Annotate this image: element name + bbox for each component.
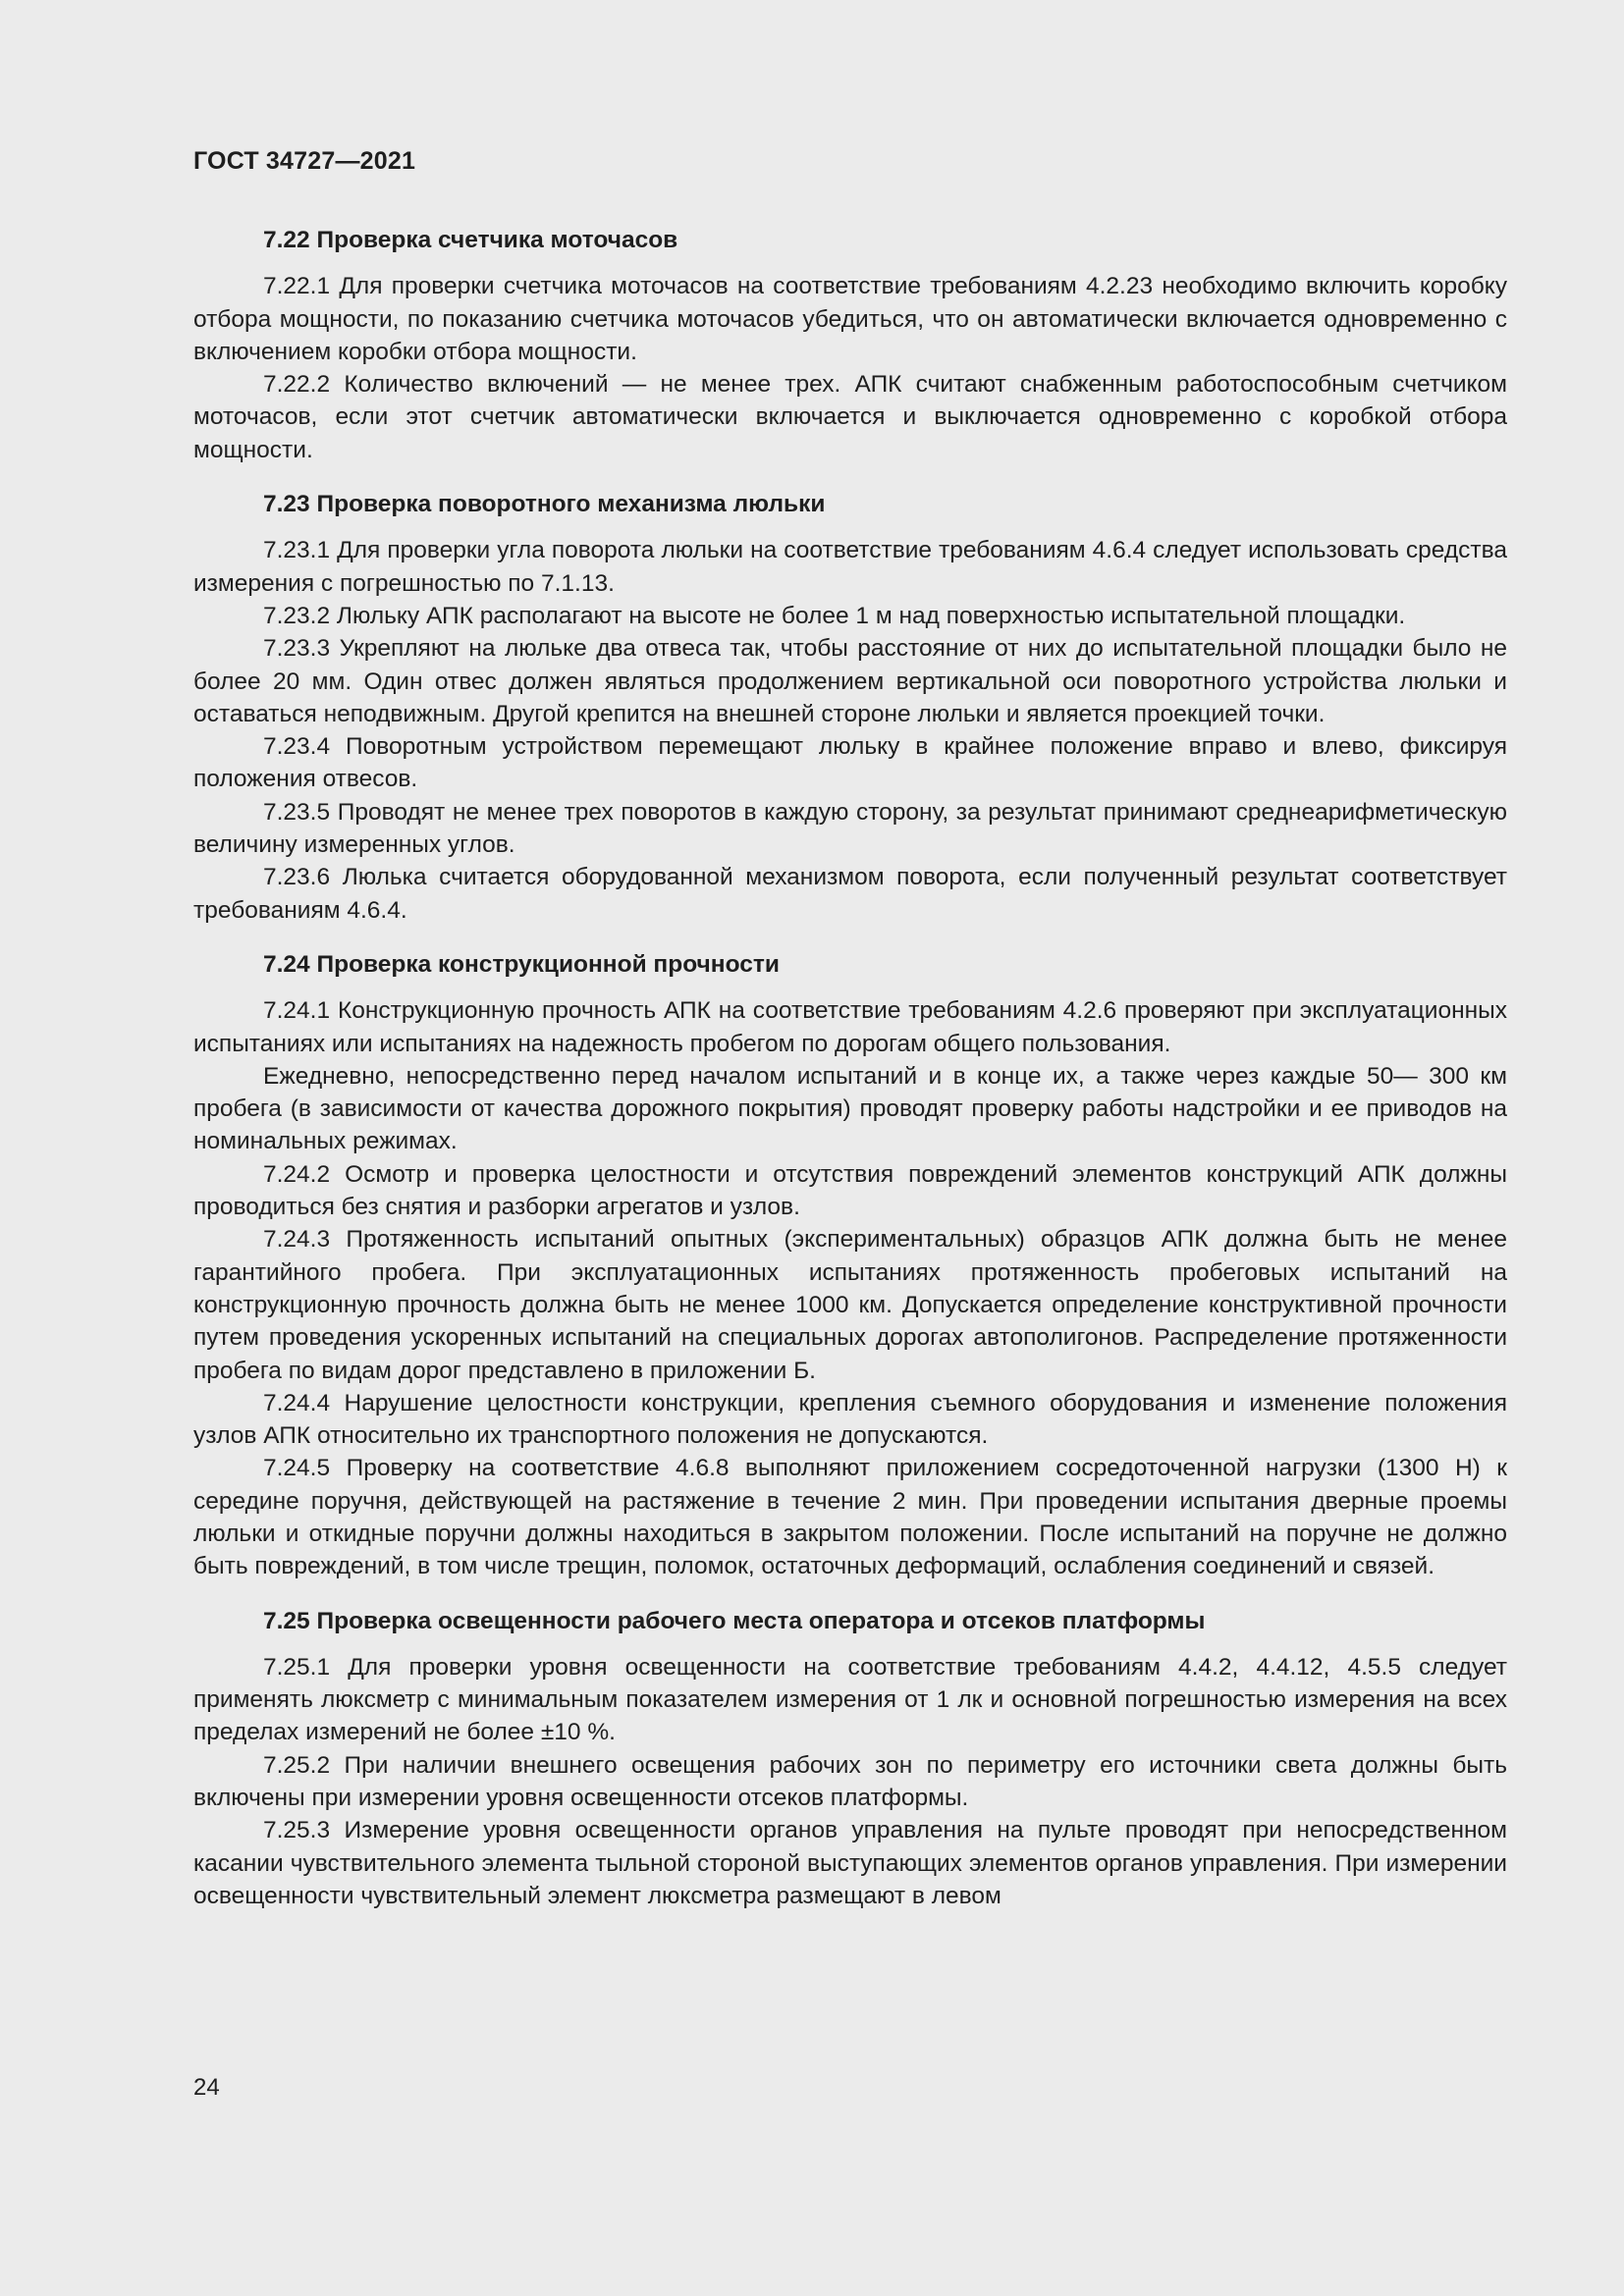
paragraph: 7.22.1 Для проверки счетчика моточасов на соответствие требованиям 4.2.23 необходимо включить коробку отбора мощности, по показанию счетчика моточасов убедиться, что он автоматически включается одновременно с включением коробки отбора мощности.	[193, 273, 1507, 365]
document-id: ГОСТ 34727—2021	[193, 147, 416, 175]
paragraph: 7.24.2 Осмотр и проверка целостности и отсутствия повреждений элементов конструкций АПК должны проводиться без снятия и разборки агрегатов и узлов.	[193, 1160, 1507, 1221]
section-7-22	[193, 224, 1507, 466]
paragraph: 7.23.4 Поворотным устройством перемещают люльку в крайнее положение вправо и влево, фиксируя положения отвесов.	[193, 733, 1507, 793]
paragraph: 7.24.1 Конструкционную прочность АПК на соответствие требованиям 4.2.6 проверяют при эксплуатационных испытаниях или испытаниях на надежность пробегом по дорогам общего пользования.	[193, 997, 1507, 1057]
document-body	[193, 224, 1507, 1934]
section-heading: 7.23 Проверка поворотного механизма люльки	[263, 491, 826, 518]
section-7-23	[193, 488, 1507, 927]
page-number: 24	[193, 2074, 220, 2101]
paragraph: 7.24.4 Нарушение целостности конструкции, крепления съемного оборудования и изменение положения узлов АПК относительно их транспортного положения не допускаются.	[193, 1389, 1507, 1450]
paragraph: 7.24.3 Протяженность испытаний опытных (экспериментальных) образцов АПК должна быть не менее гарантийного пробега. При эксплуатационных испытаниях протяженность пробеговых испытаний на конструкционную прочность должна быть не менее 1000 км. Допускается определение конструктивной прочности путем проведения ускоренных испытаний на специальных дорогах автополигонов. Распределение протяженности пробега по видам дорог представлено в приложении Б.	[193, 1226, 1507, 1384]
paragraph: 7.25.1 Для проверки уровня освещенности на соответствие требованиям 4.4.2, 4.4.12, 4.5.5 следует применять люксметр с минимальным показателем измерения от 1 лк и основной погрешностью измерения на всех пределах измерений не более ±10 %.	[193, 1653, 1507, 1746]
paragraph: Ежедневно, непосредственно перед началом испытаний и в конце их, а также через каждые 50— 300 км пробега (в зависимости от качества дорожного покрытия) проводят проверку работы надстройки и ее приводов на номинальных режимах.	[193, 1062, 1507, 1155]
paragraph: 7.22.2 Количество включений — не менее трех. АПК считают снабженным работоспособным счетчиком моточасов, если этот счетчик автоматически включается и выключается одновременно с коробкой отбора мощности.	[193, 371, 1507, 463]
section-heading: 7.25 Проверка освещенности рабочего места оператора и отсеков платформы	[263, 1607, 1206, 1634]
paragraph: 7.23.1 Для проверки угла поворота люльки на соответствие требованиям 4.6.4 следует использовать средства измерения с погрешностью по 7.1.13.	[193, 537, 1507, 597]
paragraph: 7.25.3 Измерение уровня освещенности органов управления на пульте проводят при непосредственном касании чувствительного элемента тыльной стороной выступающих элементов органов управления. При измерении освещенности чувствительный элемент люксметра размещают в левом	[193, 1817, 1507, 1909]
paragraph: 7.23.5 Проводят не менее трех поворотов в каждую сторону, за результат принимают среднеарифметическую величину измеренных углов.	[193, 798, 1507, 859]
section-heading: 7.24 Проверка конструкционной прочности	[263, 950, 780, 978]
paragraph: 7.24.5 Проверку на соответствие 4.6.8 выполняют приложением сосредоточенной нагрузки (1300 Н) к середине поручня, действующей на растяжение в течение 2 мин. При проведении испытания дверные проемы люльки и откидные поручни должны находиться в закрытом положении. После испытаний на поручне не должно быть повреждений, в том числе трещин, поломок, остаточных деформаций, ослабления соединений и связей.	[193, 1455, 1507, 1580]
paragraph: 7.23.3 Укрепляют на люльке два отвеса так, чтобы расстояние от них до испытательной площадки было не более 20 мм. Один отвес должен являться продолжением вертикальной оси поворотного устройства люльки и оставаться неподвижным. Другой крепится на внешней стороне люльки и является проекцией точки.	[193, 635, 1507, 727]
section-7-25	[193, 1605, 1507, 1913]
section-7-24	[193, 948, 1507, 1583]
paragraph: 7.23.2 Люльку АПК располагают на высоте не более 1 м над поверхностью испытательной площадки.	[263, 602, 1406, 629]
paragraph: 7.25.2 При наличии внешнего освещения рабочих зон по периметру его источники света должны быть включены при измерении уровня освещенности отсеков платформы.	[193, 1751, 1507, 1812]
section-heading: 7.22 Проверка счетчика моточасов	[263, 227, 678, 253]
paragraph: 7.23.6 Люлька считается оборудованной механизмом поворота, если полученный результат соответствует требованиям 4.6.4.	[193, 864, 1507, 924]
